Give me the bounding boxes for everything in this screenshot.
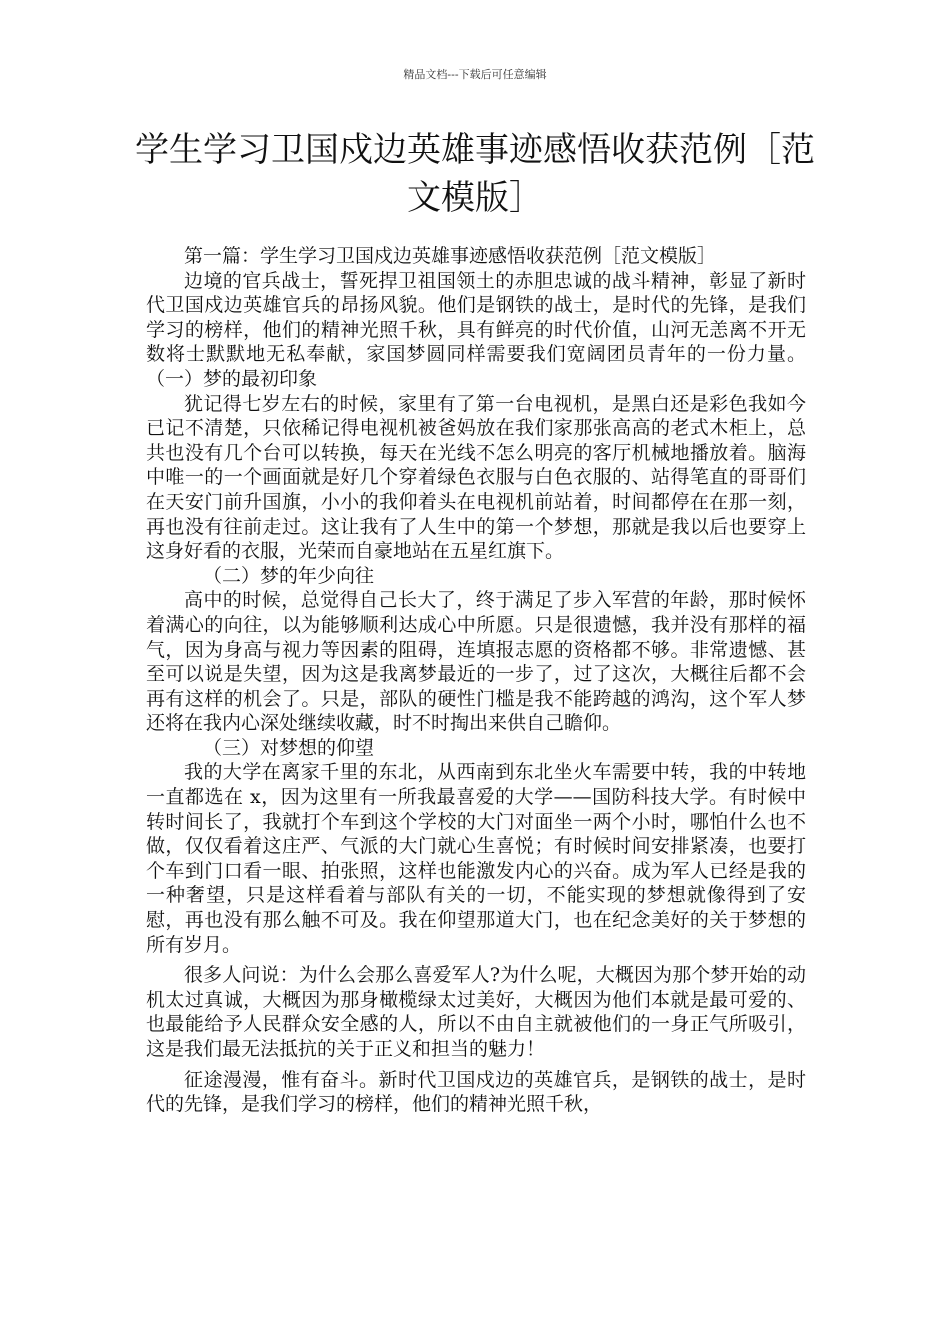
paragraph-closing: 征途漫漫，惟有奋斗。新时代卫国戍边的英雄官兵，是钢铁的战士，是时代的先锋，是我们学习的榜样，他们的精神光照千秋， (146, 1068, 806, 1116)
paragraph-university: 我的大学在离家千里的东北，从西南到东北坐火车需要中转，我的中转地一直都选在 x，因为这里有一所我最喜爱的大学——国防科技大学。有时候中转时间长了，我就打个车到这个学校的大门对面坐一两个小时，哪怕什么也不做，仅仅看着这庄严、气派的大门就心生喜悦；有时候时间安排紧凑，也要打个车到门口看一眼、拍张照，这样也能激发内心的兴奋。成为军人已经是我的一种奢望，只是这样看着与部队有关的一切，不能实现的梦想就像得到了安慰，再也没有那么触不可及。我在仰望那道大门，也在纪念美好的关于梦想的所有岁月。 (146, 761, 806, 956)
paragraph-heading-first: 第一篇：学生学习卫国戍边英雄事迹感悟收获范例［范文模版］ (184, 245, 717, 267)
document-body (146, 244, 806, 1117)
document-title: 学生学习卫国戍边英雄事迹感悟收获范例［范文模版］ (135, 130, 815, 218)
paragraph-first-impression: 犹记得七岁左右的时候，家里有了第一台电视机，是黑白还是彩色我如今已记不清楚，只依稀记得电视机被爸妈放在我们家那张高高的老式木柜上，总共也没有几个台可以转换，每天在光线不怎么明亮的客厅机械地播放着。脑海中唯一的一个画面就是好几个穿着绿色衣服与白色衣服的、站得笔直的哥哥们在天安门前升国旗，小小的我仰着头在电视机前站着，时间都停在在那一刻，再也没有往前走过。这让我有了人生中的第一个梦想，那就是我以后也要穿上这身好看的衣服，光荣而自豪地站在五星红旗下。 (146, 392, 806, 563)
paragraph-intro: 边境的官兵战士，誓死捍卫祖国领土的赤胆忠诚的战斗精神，彰显了新时代卫国戍边英雄官兵的昂扬风貌。他们是钢铁的战士，是时代的先锋，是我们学习的榜样，他们的精神光照千秋，具有鲜亮的时代价值，山河无恙离不开无数将士默默地无私奉献，家国梦圆同样需要我们宽阔团员青年的一份力量。（一）梦的最初印象 (146, 269, 806, 390)
section-heading-three: （三）对梦想的仰望 (203, 736, 375, 759)
paragraph-youth: 高中的时候，总觉得自己长大了，终于满足了步入军营的年龄，那时候怀着满心的向往，以为能够顺利达成心中所愿。只是很遗憾，我并没有那样的福气，因为身高与视力等因素的阻碍，连填报志愿的资格都不够。非常遗憾、甚至可以说是失望，因为这是我离梦最近的一步了，过了这次，大概往后都不会再有这样的机会了。只是，部队的硬性门槛是我不能跨越的鸿沟，这个军人梦还将在我内心深处继续收藏，时不时掏出来供自己瞻仰。 (146, 589, 806, 735)
paragraph-why-soldiers: 很多人问说：为什么会那么喜爱军人?为什么呢，大概因为那个梦开始的动机太过真诚，大概因为那身橄榄绿太过美好，大概因为他们本就是最可爱的、也最能给予人民群众安全感的人，所以不由自主就被他们的一身正气所吸引，这是我们最无法抵抗的关于正义和担当的魅力！ (146, 964, 806, 1060)
page-header-note: 精品文档---下载后可任意编辑 (403, 68, 547, 81)
section-heading-two: （二）梦的年少向往 (203, 564, 375, 587)
